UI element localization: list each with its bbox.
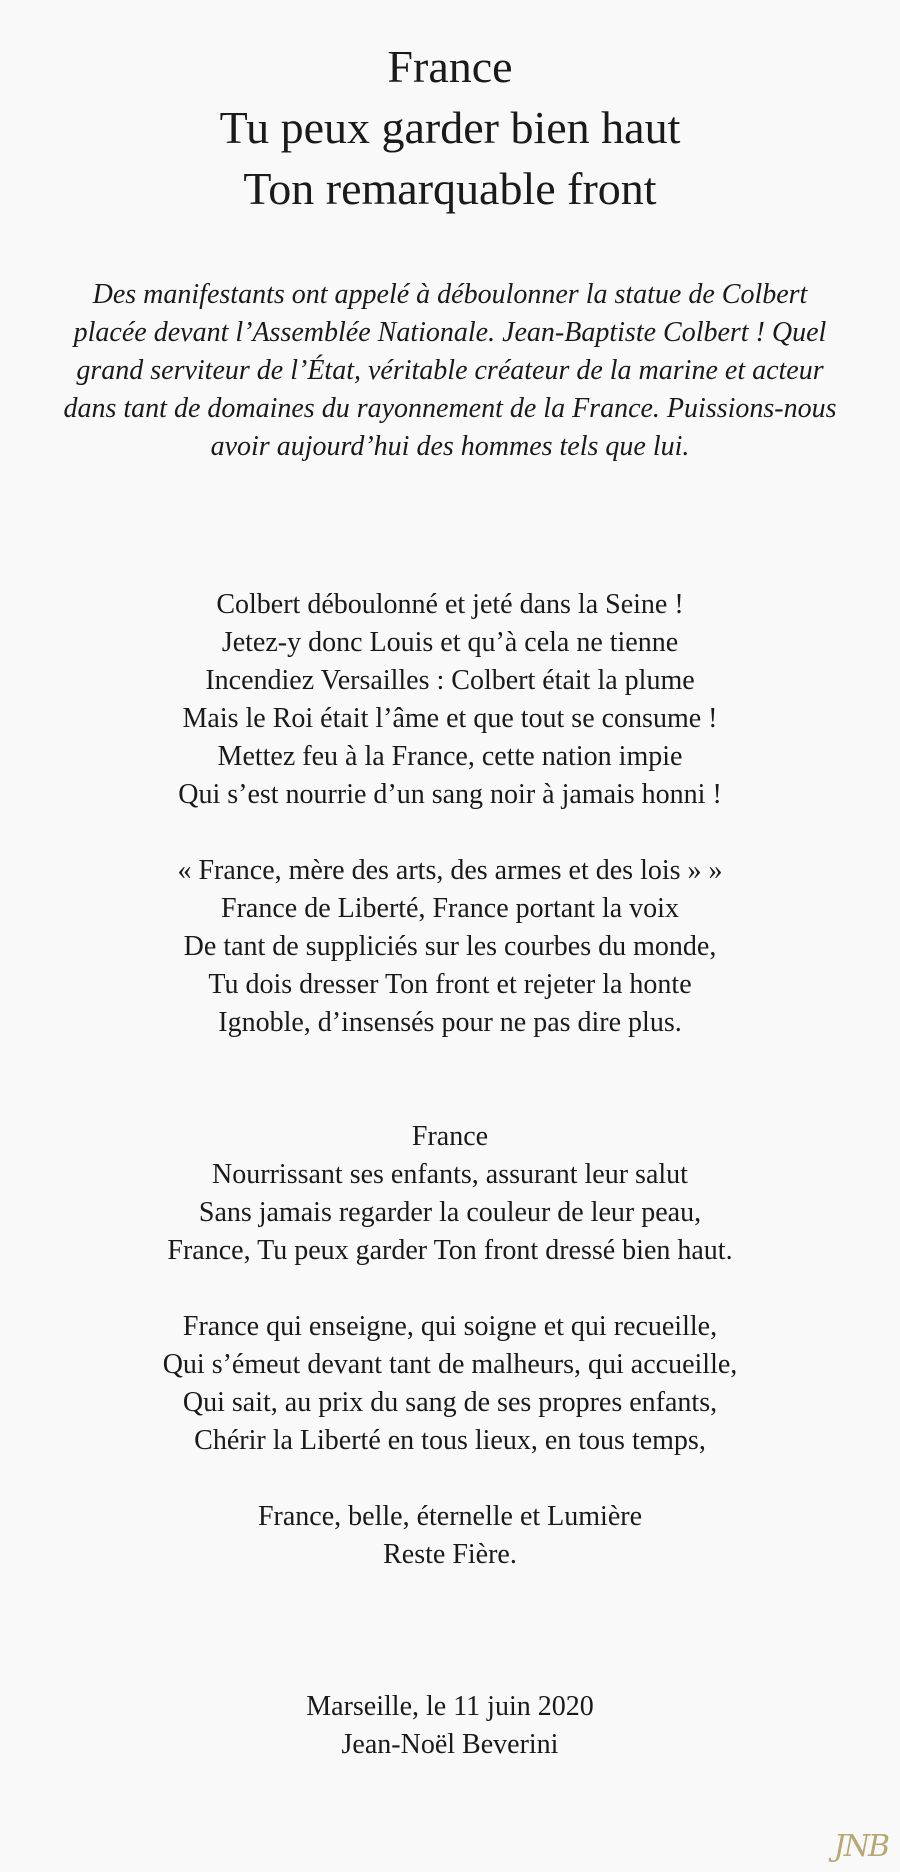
verse-line: Reste Fière.	[383, 1539, 517, 1570]
monogram-logo: JNB	[833, 1829, 888, 1864]
verse-line: Ignoble, d’insensés pour ne pas dire plus.	[218, 1007, 682, 1038]
verse-line: « France, mère des arts, des armes et des lois » »	[177, 855, 723, 886]
author-name: Jean-Noël Beverini	[341, 1729, 559, 1760]
place-date: Marseille, le 11 juin 2020	[306, 1691, 594, 1722]
verse-line: Colbert déboulonné et jeté dans la Seine !	[216, 589, 684, 620]
signature-block	[0, 1688, 900, 1764]
verse-line: France de Liberté, France portant la voix	[221, 893, 679, 924]
verse-line: Mais le Roi était l’âme et que tout se consume !	[182, 703, 718, 734]
verse-line: France, Tu peux garder Ton front dressé bien haut.	[167, 1235, 733, 1266]
verse-line: France qui enseigne, qui soigne et qui recueille,	[182, 1311, 718, 1342]
title-line: France	[387, 41, 513, 92]
verse-line: Qui s’est nourrie d’un sang noir à jamais honni !	[178, 779, 722, 810]
title-line: Ton remarquable front	[243, 163, 657, 214]
verse-line: Jetez-y donc Louis et qu’à cela ne tienne	[221, 627, 679, 658]
verse-line: Chérir la Liberté en tous lieux, en tous temps,	[194, 1425, 706, 1456]
verse-line: France, belle, éternelle et Lumière	[257, 1501, 642, 1532]
verse-line: France	[411, 1121, 489, 1152]
verse-line: Nourrissant ses enfants, assurant leur salut	[212, 1159, 688, 1190]
verse-line: De tant de suppliciés sur les courbes du monde,	[183, 931, 717, 962]
verse-line: Mettez feu à la France, cette nation impie	[217, 741, 683, 772]
stanza-2	[0, 852, 900, 1042]
stanza-1	[0, 586, 900, 814]
verse-line: Tu dois dresser Ton front et rejeter la honte	[208, 969, 692, 1000]
poem-title	[0, 36, 900, 219]
stanza-5	[0, 1498, 900, 1574]
verse-line: Qui s’émeut devant tant de malheurs, qui accueille,	[162, 1349, 738, 1380]
stanza-4	[0, 1308, 900, 1460]
intro-paragraph: Des manifestants ont appelé à déboulonner la statue de Colbert placée devant l’Assemblée Nationale. Jean-Baptiste Colbert ! Quel grand serviteur de l’État, véritable créateur de la marine et acteur dans tant de domaines du rayonnement de la France. Puissions-nous avoir aujourd’hui des hommes tels que lui.	[63, 279, 837, 462]
verse-line: Incendiez Versailles : Colbert était la plume	[205, 665, 695, 696]
verse-line: Sans jamais regarder la couleur de leur peau,	[198, 1197, 702, 1228]
title-line: Tu peux garder bien haut	[219, 102, 681, 153]
stanza-3	[0, 1118, 900, 1270]
verse-line: Qui sait, au prix du sang de ses propres enfants,	[182, 1387, 718, 1418]
